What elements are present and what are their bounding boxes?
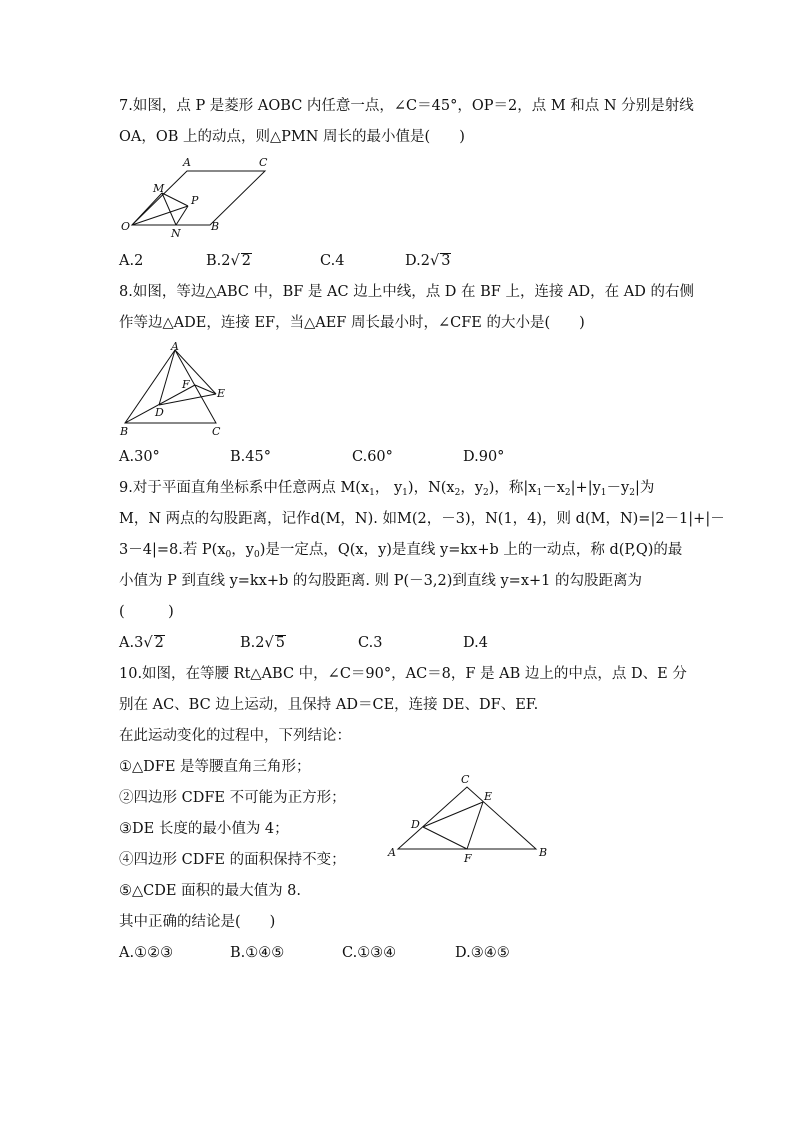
q9-option-d: D.4 (463, 635, 488, 651)
q7-label-c: C (259, 156, 268, 169)
q10-question-line: 其中正确的结论是( ) (119, 914, 276, 930)
q7-option-b: B.2√ 2 (206, 253, 251, 269)
q10-conclusion-4: ④四边形 CDFE 的面积保持不变； (119, 852, 346, 868)
q7-stem-line1: 7.如图，点 P 是菱形 AOBC 内任意一点，∠C＝45°，OP＝2，点 M 和点 N 分别是射线 (119, 98, 694, 114)
q7-option-a: A.2 (119, 253, 144, 269)
q8-option-c: C.60° (352, 449, 393, 465)
q10-stem-line2: 别在 AC、BC 边上运动，且保持 AD＝CE，连接 DE、DF、EF. (119, 697, 539, 713)
q9-stem-line5: ( ) (119, 604, 174, 620)
q7-label-b: B (211, 220, 220, 233)
q10-conclusion-2: ②四边形 CDFE 不可能为正方形； (119, 790, 346, 806)
q8-label-b: B (120, 425, 129, 438)
q10-triangle-figure (385, 768, 555, 863)
q8-label-f: F (182, 378, 190, 391)
q10-label-d: D (411, 818, 420, 831)
q10-label-b: B (539, 846, 548, 859)
q7-label-n: N (171, 227, 181, 240)
q8-stem-line1: 8.如图，等边△ABC 中，BF 是 AC 边上中线，点 D 在 BF 上，连接 AD，在 AD 的右侧 (119, 284, 694, 300)
q8-label-a: A (171, 340, 179, 353)
q8-option-d: D.90° (463, 449, 505, 465)
q8-stem-line2: 作等边△ADE，连接 EF，当△AEF 周长最小时，∠CFE 的大小是( ) (119, 315, 585, 331)
q7-label-m: M (153, 182, 165, 195)
q10-conclusion-5: ⑤△CDE 面积的最大值为 8. (119, 883, 302, 899)
q9-option-a: A.3√ 2 (119, 635, 164, 651)
q9-stem-line2: M，N 两点的勾股距离，记作d(M，N). 如M(2，－3)，N(1，4)，则 d(M，N)=|2－1|+|－ (119, 511, 725, 527)
q9-stem-line4: 小值为 P 到直线 y=kx+b 的勾股距离. 则 P(－3,2)到直线 y=x+1 的勾股距离为 (119, 573, 642, 589)
q8-label-c: C (212, 425, 221, 438)
q10-stem-line1: 10.如图，在等腰 Rt△ABC 中，∠C＝90°，AC＝8，F 是 AB 边上的中点，点 D、E 分 (119, 666, 687, 682)
q10-stem-line3: 在此运动变化的过程中，下列结论： (119, 728, 351, 744)
q10-option-b: B.①④⑤ (230, 945, 285, 961)
q7-rhombus-figure (115, 155, 275, 240)
q7-label-a: A (183, 156, 191, 169)
q10-option-d: D.③④⑤ (455, 945, 510, 961)
q10-option-c: C.①③④ (342, 945, 397, 961)
q8-option-a: A.30° (119, 449, 160, 465)
q9-option-c: C.3 (358, 635, 383, 651)
q10-conclusion-1: ①△DFE 是等腰直角三角形； (119, 759, 311, 775)
q8-option-b: B.45° (230, 449, 271, 465)
q10-conclusion-3: ③DE 长度的最小值为 4； (119, 821, 289, 837)
q7-label-p: P (191, 194, 199, 207)
q7-option-c: C.4 (320, 253, 345, 269)
q9-option-b: B.2√ 5 (240, 635, 285, 651)
q8-label-d: D (155, 406, 164, 419)
q7-label-o: O (121, 220, 131, 233)
q7-stem-line2: OA，OB 上的动点，则△PMN 周长的最小值是( ) (119, 129, 465, 145)
q10-label-e: E (484, 790, 493, 803)
q10-label-c: C (461, 773, 470, 786)
q8-label-e: E (217, 387, 226, 400)
q9-stem-line3: 3－4|=8.若 $P(x_0$，$y_0$)是一定点，Q(x，y)是直线 y=kx+b 上的一动点，称 d(P,Q)的最 (119, 542, 683, 560)
q10-label-a: A (388, 846, 396, 859)
q7-option-d: D.2√ 3 (405, 253, 451, 269)
q10-label-f: F (464, 852, 472, 863)
q10-option-a: A.①②③ (119, 945, 174, 961)
q9-stem-line1: 9.对于平面直角坐标系中任意两点 $M(x_1$， $y_1$)，$N(x_2$，$y_2$)，称$|x_1-x_2|+|y_1-y_2|$为 (119, 480, 655, 498)
q8-triangle-figure (115, 340, 235, 440)
